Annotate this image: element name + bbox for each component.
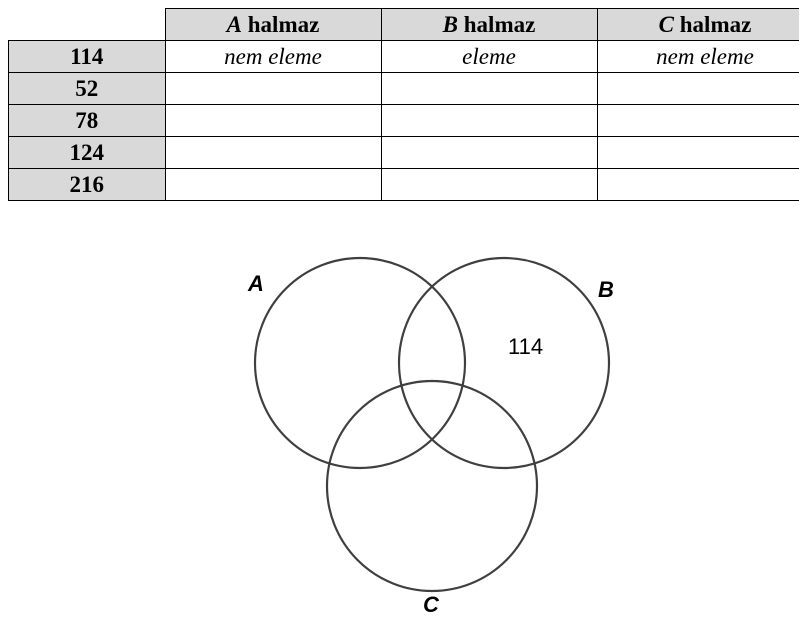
row-header-124: 124	[9, 137, 166, 169]
cell-114-b[interactable]: eleme	[381, 41, 597, 73]
cell-52-c[interactable]	[597, 73, 799, 105]
column-header-a-suffix: halmaz	[242, 11, 320, 37]
column-header-b-letter: B	[442, 11, 459, 37]
cell-216-a[interactable]	[165, 169, 381, 201]
cell-124-b[interactable]	[381, 137, 597, 169]
set-membership-table	[8, 8, 799, 201]
cell-52-a[interactable]	[165, 73, 381, 105]
venn-circle-b	[399, 258, 609, 468]
column-header-c	[597, 9, 799, 41]
venn-annotation-114: 114	[508, 334, 544, 359]
row-header-78: 78	[9, 105, 166, 137]
cell-114-a[interactable]: nem eleme	[165, 41, 381, 73]
venn-circle-c	[327, 381, 537, 591]
table-row	[9, 169, 799, 201]
column-header-c-letter: C	[658, 11, 675, 37]
column-header-b-suffix: halmaz	[458, 11, 536, 37]
cell-216-c[interactable]	[597, 169, 799, 201]
venn-circle-a	[255, 258, 465, 468]
venn-label-a: A	[248, 271, 264, 296]
venn-diagram-container	[0, 246, 799, 625]
column-header-b	[381, 9, 597, 41]
venn-label-b: B	[598, 277, 614, 302]
column-header-c-suffix: halmaz	[674, 11, 752, 37]
table-header	[9, 9, 799, 41]
cell-124-c[interactable]	[597, 137, 799, 169]
venn-diagram	[0, 246, 799, 625]
table-row	[9, 137, 799, 169]
cell-78-c[interactable]	[597, 105, 799, 137]
table-body	[9, 41, 799, 201]
venn-label-c: C	[423, 592, 439, 617]
cell-78-a[interactable]	[165, 105, 381, 137]
table-corner-cell	[9, 9, 166, 41]
table-row	[9, 73, 799, 105]
row-header-216: 216	[9, 169, 166, 201]
cell-114-c[interactable]: nem eleme	[597, 41, 799, 73]
set-membership-table-container	[8, 8, 780, 201]
row-header-114: 114	[9, 41, 166, 73]
cell-52-b[interactable]	[381, 73, 597, 105]
cell-78-b[interactable]	[381, 105, 597, 137]
column-header-a-letter: A	[226, 11, 243, 37]
table-header-row	[9, 9, 799, 41]
cell-124-a[interactable]	[165, 137, 381, 169]
row-header-52: 52	[9, 73, 166, 105]
table-row	[9, 41, 799, 73]
table-row	[9, 105, 799, 137]
column-header-a	[165, 9, 381, 41]
cell-216-b[interactable]	[381, 169, 597, 201]
